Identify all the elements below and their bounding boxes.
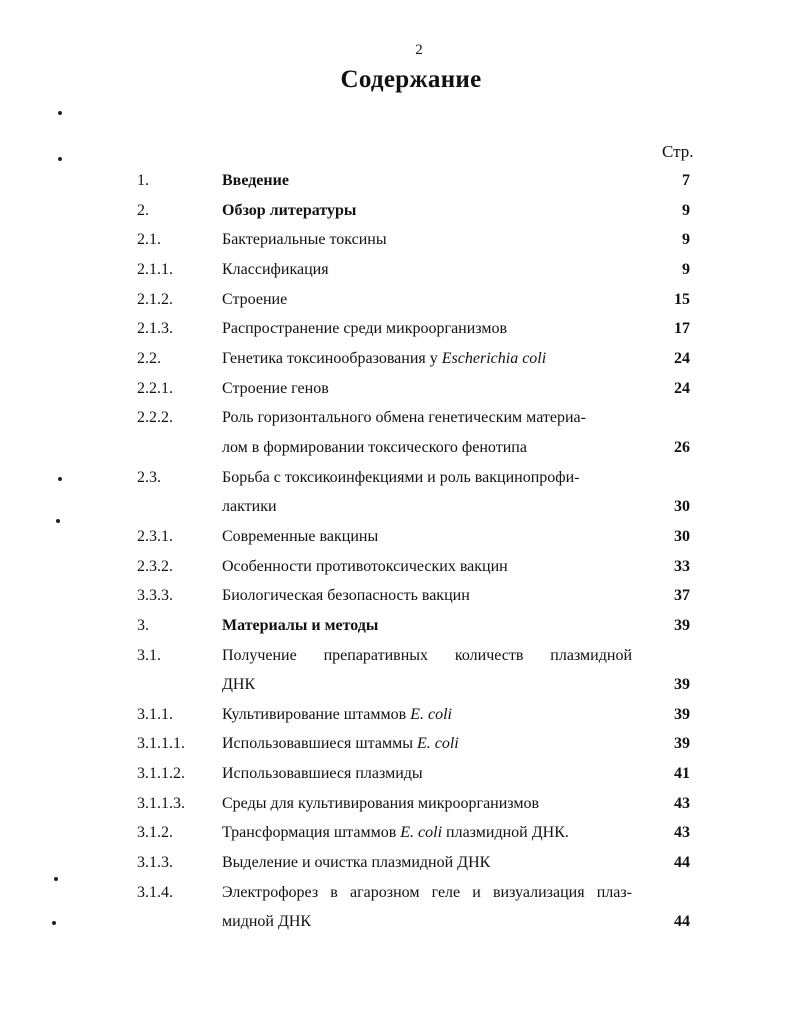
toc-title: Обзор литературы bbox=[222, 202, 357, 219]
toc-title-text-after: плазмидной ДНК. bbox=[442, 824, 569, 841]
toc-title-species: E. coli bbox=[416, 735, 459, 752]
toc-number: 2.3.1. bbox=[137, 528, 173, 545]
toc-title: Бактериальные токсины bbox=[222, 231, 387, 248]
toc-title: Современные вакцины bbox=[222, 528, 379, 545]
toc-number: 3.1.1.3. bbox=[137, 795, 185, 812]
toc-number: 3. bbox=[137, 617, 149, 634]
toc-entry-continuation bbox=[0, 670, 796, 700]
toc-number: 2.3.2. bbox=[137, 558, 173, 575]
toc-entry bbox=[0, 166, 796, 196]
toc-page: 9 bbox=[682, 231, 690, 248]
scan-speck bbox=[58, 111, 62, 115]
toc-title bbox=[222, 729, 632, 759]
toc-number: 3.1.2. bbox=[137, 824, 173, 841]
toc-page: 39 bbox=[674, 706, 690, 723]
toc-title-text: Трансформация штаммов bbox=[222, 824, 401, 841]
toc-title-species: Escherichia coli bbox=[441, 350, 547, 367]
toc-number: 2.1.3. bbox=[137, 320, 173, 337]
toc-title bbox=[222, 818, 632, 848]
page-column-header: Стр. bbox=[662, 142, 694, 161]
toc-number: 3.1.4. bbox=[137, 884, 173, 901]
toc-number: 3.1.3. bbox=[137, 854, 173, 871]
toc-title: Введение bbox=[222, 172, 289, 189]
toc-page: 41 bbox=[674, 765, 690, 782]
toc-entry-continuation bbox=[0, 492, 796, 522]
toc-page: 33 bbox=[674, 558, 690, 575]
toc-entry-continuation bbox=[0, 907, 796, 937]
toc-title-line1: Электрофорез в агарозном геле и визуализация плаз- bbox=[222, 884, 632, 901]
toc-page: 39 bbox=[674, 617, 690, 634]
toc-entry bbox=[0, 255, 796, 285]
toc-number: 2.2.1. bbox=[137, 380, 173, 397]
toc-number: 2.2.2. bbox=[137, 409, 173, 426]
toc-entry bbox=[0, 463, 796, 493]
page-number: 2 bbox=[415, 42, 423, 58]
toc-page: 37 bbox=[674, 587, 690, 604]
toc-title: Выделение и очистка плазмидной ДНК bbox=[222, 854, 491, 871]
toc-entry bbox=[0, 700, 796, 730]
toc-number: 3.1.1. bbox=[137, 706, 173, 723]
toc-title: Строение генов bbox=[222, 380, 329, 397]
scan-speck bbox=[58, 157, 62, 161]
toc-title: Среды для культивирования микроорганизмов bbox=[222, 795, 540, 812]
toc-title-text: Использовавшиеся штаммы bbox=[222, 735, 417, 752]
toc-number: 3.1. bbox=[137, 647, 161, 664]
toc-title-line1: Роль горизонтального обмена генетическим материа- bbox=[222, 409, 586, 426]
toc-title: Биологическая безопасность вакцин bbox=[222, 587, 470, 604]
toc-title-line2: ДНК bbox=[222, 676, 256, 693]
toc-title bbox=[222, 700, 632, 730]
toc-number: 3.1.1.1. bbox=[137, 735, 185, 752]
toc-title-species: E. coli bbox=[410, 706, 452, 723]
toc-entry bbox=[0, 285, 796, 315]
page-title: Содержание bbox=[340, 66, 482, 93]
toc-entry bbox=[0, 878, 796, 908]
toc-title: Строение bbox=[222, 291, 288, 308]
toc-title-line1: Получение препаративных количеств плазмидной bbox=[222, 647, 632, 664]
toc-page: 24 bbox=[674, 380, 690, 397]
toc-page: 30 bbox=[674, 498, 690, 515]
toc-entry bbox=[0, 225, 796, 255]
toc-page: 39 bbox=[674, 676, 690, 693]
toc-entry bbox=[0, 759, 796, 789]
toc-entry bbox=[0, 581, 796, 611]
toc-entry bbox=[0, 552, 796, 582]
toc-title-wrapper bbox=[222, 641, 632, 671]
toc-title-line2: лом в формировании токсического фенотипа bbox=[222, 439, 527, 456]
toc-page: 9 bbox=[682, 202, 690, 219]
toc-title-line1: Борьба с токсикоинфекциями и роль вакцинопрофи- bbox=[222, 469, 580, 486]
toc-page: 9 bbox=[682, 261, 690, 278]
toc-title-line2: мидной ДНК bbox=[222, 913, 312, 930]
toc-page: 7 bbox=[682, 172, 690, 189]
toc-title: Классификация bbox=[222, 261, 329, 278]
toc-entry bbox=[0, 522, 796, 552]
toc-number: 2.3. bbox=[137, 469, 161, 486]
toc-page: 26 bbox=[674, 439, 690, 456]
toc-entry-continuation bbox=[0, 433, 796, 463]
toc-page: 24 bbox=[674, 350, 690, 367]
toc-title-text: Генетика токсинообразования у bbox=[222, 350, 442, 367]
toc-number: 3.3.3. bbox=[137, 587, 173, 604]
toc-number: 3.1.1.2. bbox=[137, 765, 185, 782]
toc-page: 30 bbox=[674, 528, 690, 545]
toc-title-wrapper bbox=[222, 878, 632, 908]
toc-page: 17 bbox=[674, 320, 690, 337]
toc-page: 39 bbox=[674, 735, 690, 752]
toc-title: Использовавшиеся плазмиды bbox=[222, 765, 423, 782]
toc-number: 2.1.1. bbox=[137, 261, 173, 278]
toc-entry bbox=[0, 403, 796, 433]
toc-title-species: E. coli bbox=[400, 824, 443, 841]
toc-page: 43 bbox=[674, 824, 690, 841]
toc-entry bbox=[0, 818, 796, 848]
toc-entry bbox=[0, 344, 796, 374]
toc-entry bbox=[0, 789, 796, 819]
toc-number: 1. bbox=[137, 172, 149, 189]
toc-page: 43 bbox=[674, 795, 690, 812]
toc-entry bbox=[0, 641, 796, 671]
toc-number: 2.1.2. bbox=[137, 291, 173, 308]
toc-title: Материалы и методы bbox=[222, 617, 379, 634]
toc-page: 44 bbox=[674, 854, 690, 871]
toc-entry bbox=[0, 196, 796, 226]
toc-entry bbox=[0, 611, 796, 641]
toc-number: 2. bbox=[137, 202, 149, 219]
toc-number: 2.1. bbox=[137, 231, 161, 248]
toc-number: 2.2. bbox=[137, 350, 161, 367]
toc-page: 44 bbox=[674, 913, 690, 930]
toc-title bbox=[222, 344, 632, 374]
toc-title-line2: лактики bbox=[222, 498, 277, 515]
toc-title: Особенности противотоксических вакцин bbox=[222, 558, 508, 575]
toc-entry bbox=[0, 729, 796, 759]
toc-entry bbox=[0, 374, 796, 404]
toc-page: 15 bbox=[674, 291, 690, 308]
toc-entry bbox=[0, 848, 796, 878]
toc-title-text: Культивирование штаммов bbox=[222, 706, 411, 723]
toc-title: Распространение среди микроорганизмов bbox=[222, 320, 508, 337]
toc-entry bbox=[0, 314, 796, 344]
